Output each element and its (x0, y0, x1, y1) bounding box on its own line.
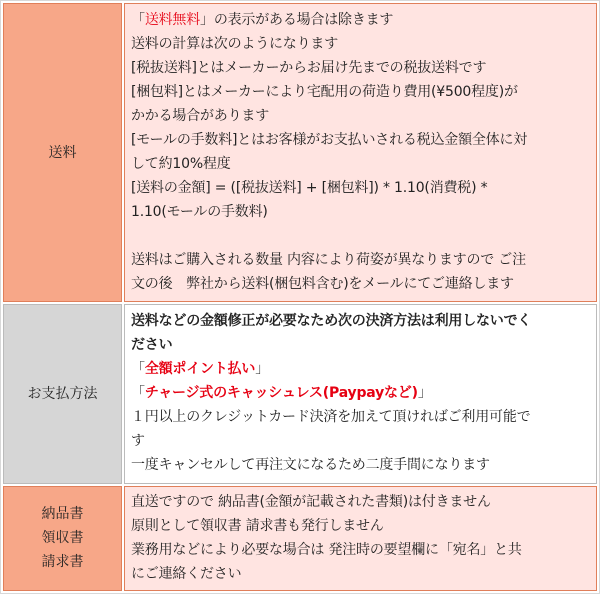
payment-line-6: す (131, 433, 145, 450)
shipping-content (124, 3, 597, 302)
shipping-formula-line-2: 1.10(モールの手数料) (131, 204, 268, 221)
receipt-label: 領収書 (41, 530, 84, 547)
payment-excluded-2: 「チャージ式のキャッシュレス(Paypayなど)」 (131, 385, 432, 402)
cashless-highlight: チャージ式のキャッシュレス(Paypayなど) (144, 385, 418, 402)
shipping-line-4: [梱包料]とはメーカーにより宅配用の荷造り費用(¥500程度)が (131, 84, 518, 101)
shipping-line-5: かかる場合があります (131, 108, 269, 125)
documents-row (3, 486, 597, 591)
shipping-line-7: して約10%程度 (131, 156, 231, 173)
shipping-line-1: 「送料無料」の表示がある場合は除きます (131, 12, 394, 29)
documents-content (124, 486, 597, 591)
shipping-formula-line-1: [送料の金額] = ([税抜送料] + [梱包料]) * 1.10(消費税) * (131, 180, 488, 197)
shipping-line-10: 送料はご購入される数量 内容により荷姿が異なりますので ご注 (131, 252, 526, 269)
shipping-line-2: 送料の計算は次のようになります (131, 36, 338, 53)
invoice-label: 請求書 (41, 554, 84, 571)
shipping-row (3, 3, 597, 302)
free-shipping-highlight: 送料無料 (144, 12, 201, 29)
delivery-note-label: 納品書 (41, 506, 84, 523)
documents-line-3: 業務用などにより必要な場合は 発注時の要望欄に「宛名」と共 (131, 541, 522, 558)
payment-warning-line-2: ださい (131, 337, 173, 354)
shipping-line-11: 文の後 弊社から送料(梱包料含む)をメールにてご連絡します (131, 276, 514, 293)
shipping-label: 送料 (3, 3, 122, 302)
payment-label: お支払方法 (3, 304, 122, 484)
documents-line-1: 直送ですので 納品書(金額が記載された書類)は付きません (131, 493, 491, 510)
documents-line-2: 原則として領収書 請求書も発行しません (131, 517, 384, 534)
payment-excluded-1: 「全額ポイント払い」 (131, 361, 270, 378)
payment-line-5: １円以上のクレジットカード決済を加えて頂ければご利用可能で (131, 409, 531, 426)
blank-line (131, 224, 590, 248)
payment-content (124, 304, 597, 484)
documents-label (3, 486, 122, 591)
payment-line-7: 一度キャンセルして再注文になるため二度手間になります (131, 457, 490, 474)
full-points-highlight: 全額ポイント払い (144, 361, 256, 378)
payment-warning-line-1: 送料などの金額修正が必要なため次の決済方法は利用しないでく (131, 313, 532, 330)
shipping-line-6: [モールの手数料]とはお客様がお支払いされる税込金額全体に対 (131, 132, 528, 149)
shipping-line-3: [税抜送料]とはメーカーからお届け先までの税抜送料です (131, 60, 487, 77)
payment-row (3, 304, 597, 484)
documents-line-4: にご連絡ください (131, 565, 242, 582)
